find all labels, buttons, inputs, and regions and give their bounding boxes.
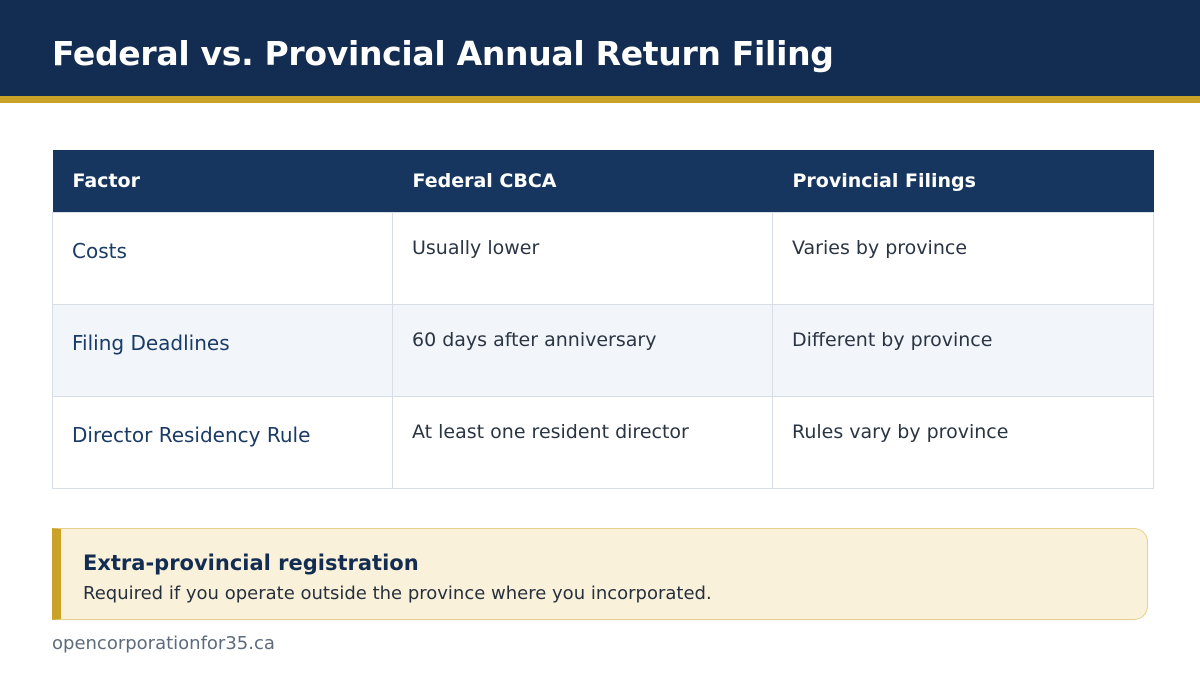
- header-bar: [0, 0, 1200, 96]
- table-row: [53, 304, 1154, 396]
- factor-cell: Director Residency Rule: [53, 396, 393, 488]
- callout-title: Extra-provincial registration: [83, 551, 419, 575]
- table-header-row: [53, 150, 1154, 212]
- column-header-federal: Federal CBCA: [393, 150, 773, 212]
- table-row: [53, 396, 1154, 488]
- factor-cell: Costs: [53, 212, 393, 304]
- footer-site-url: opencorporationfor35.ca: [52, 633, 275, 654]
- factor-cell: Filing Deadlines: [53, 304, 393, 396]
- comparison-table: [52, 150, 1154, 489]
- provincial-cell: Rules vary by province: [773, 396, 1154, 488]
- header-accent-stripe: [0, 96, 1200, 103]
- federal-cell: 60 days after anniversary: [393, 304, 773, 396]
- column-header-factor: Factor: [53, 150, 393, 212]
- callout-box: [52, 528, 1148, 620]
- column-header-provincial: Provincial Filings: [773, 150, 1154, 212]
- provincial-cell: Different by province: [773, 304, 1154, 396]
- provincial-cell: Varies by province: [773, 212, 1154, 304]
- federal-cell: At least one resident director: [393, 396, 773, 488]
- callout-text: Required if you operate outside the province where you incorporated.: [83, 583, 712, 604]
- federal-cell: Usually lower: [393, 212, 773, 304]
- page-title: Federal vs. Provincial Annual Return Filing: [52, 34, 834, 73]
- table-row: [53, 212, 1154, 304]
